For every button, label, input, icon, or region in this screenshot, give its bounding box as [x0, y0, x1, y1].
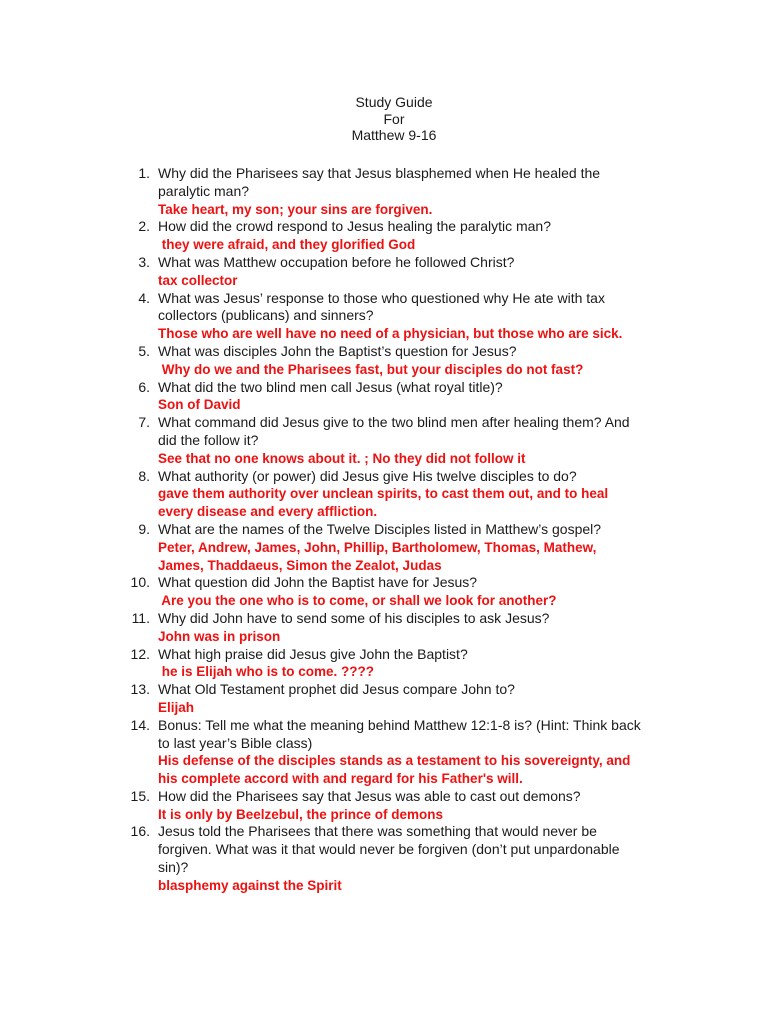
question-text: Jesus told the Pharisees that there was something that would never be forgiven. What was it that would never be forgiven (don’t put unpardonable sin)? [158, 823, 620, 876]
question-item-2 [0, 218, 768, 254]
question-text: What was Matthew occupation before he followed Christ? [158, 253, 515, 270]
question-number: 2. [138, 218, 150, 235]
question-number: 7. [138, 414, 150, 431]
question-number: 5. [138, 342, 150, 359]
question-text: What question did John the Baptist have for Jesus? [158, 574, 478, 591]
question-text: Why did the Pharisees say that Jesus blasphemed when He healed the paralytic man? [158, 165, 601, 199]
question-item-14 [0, 717, 768, 788]
answer-text: Are you the one who is to come, or shall we look for another? [158, 593, 557, 609]
question-number: 9. [138, 520, 150, 537]
question-number: 13. [130, 681, 150, 698]
title-line-3: Matthew 9-16 [351, 127, 437, 143]
answer-text: Those who are well have no need of a physician, but those who are sick. [158, 326, 623, 342]
question-number: 11. [131, 609, 150, 626]
answer-text: Why do we and the Pharisees fast, but your disciples do not fast? [158, 361, 584, 377]
answer-text: See that no one knows about it. ; No they did not follow it [158, 450, 526, 466]
question-text: What did the two blind men call Jesus (what royal title)? [158, 378, 503, 395]
answer-text: Peter, Andrew, James, John, Phillip, Bartholomew, Thomas, Mathew, James, Thaddaeus, Simon the Zealot, Judas [158, 539, 597, 573]
question-number: 14. [130, 716, 150, 733]
document-title [0, 94, 768, 144]
question-text: What high praise did Jesus give John the Baptist? [158, 645, 468, 662]
question-number: 1. [138, 165, 150, 181]
question-number: 16. [130, 823, 150, 840]
question-number: 3. [138, 253, 150, 270]
question-number: 10. [130, 574, 150, 591]
question-text: What are the names of the Twelve Disciples listed in Matthew’s gospel? [158, 520, 602, 537]
question-item-5 [0, 343, 768, 379]
answer-text: Take heart, my son; your sins are forgiven. [158, 201, 433, 217]
question-item-15 [0, 788, 768, 824]
question-item-4 [0, 290, 768, 343]
answer-text: Elijah [158, 699, 195, 715]
question-item-12 [0, 646, 768, 682]
question-text: Bonus: Tell me what the meaning behind Matthew 12:1-8 is? (Hint: Think back to last year’s Bible class) [158, 716, 641, 751]
question-text: What was disciples John the Baptist’s question for Jesus? [158, 342, 517, 359]
answer-text: he is Elijah who is to come. ???? [158, 664, 375, 680]
question-text: What authority (or power) did Jesus give His twelve disciples to do? [158, 467, 577, 484]
question-list [0, 165, 768, 895]
question-text: How did the Pharisees say that Jesus was able to cast out demons? [158, 787, 581, 804]
question-item-8 [0, 468, 768, 521]
question-text: How did the crowd respond to Jesus healing the paralytic man? [158, 218, 551, 235]
answer-text: tax collector [158, 272, 238, 288]
question-number: 6. [138, 378, 150, 395]
answer-text: John was in prison [158, 628, 281, 644]
question-item-9 [0, 521, 768, 574]
question-text: What Old Testament prophet did Jesus compare John to? [158, 681, 515, 698]
answer-text: gave them authority over unclean spirits, to cast them out, and to heal every disease and every affliction. [158, 486, 609, 520]
question-number: 8. [138, 467, 150, 484]
answer-text: blasphemy against the Spirit [158, 877, 342, 893]
title-line-1: Study Guide [355, 94, 433, 110]
question-number: 15. [130, 787, 150, 804]
question-text: What was Jesus’ response to those who questioned why He ate with tax collectors (publicans) and sinners? [158, 289, 605, 324]
answer-text: they were afraid, and they glorified God [158, 237, 416, 253]
answer-text: Son of David [158, 397, 241, 413]
question-text: What command did Jesus give to the two blind men after healing them? And did the follow it? [158, 414, 630, 448]
question-item-13 [0, 681, 768, 717]
question-item-7 [0, 414, 768, 467]
question-number: 12. [130, 645, 150, 662]
question-item-11 [0, 610, 768, 646]
question-item-3 [0, 254, 768, 290]
question-number: 4. [138, 289, 150, 306]
question-item-1 [0, 165, 768, 218]
question-text: Why did John have to send some of his disciples to ask Jesus? [158, 609, 550, 626]
question-item-16 [0, 823, 768, 894]
answer-text: His defense of the disciples stands as a testament to his sovereignty, and his complete accord with and regard for his Father's will. [158, 753, 631, 787]
answer-text: It is only by Beelzebul, the prince of demons [158, 806, 444, 822]
question-item-10 [0, 574, 768, 610]
question-item-6 [0, 379, 768, 415]
title-line-2: For [383, 110, 405, 127]
